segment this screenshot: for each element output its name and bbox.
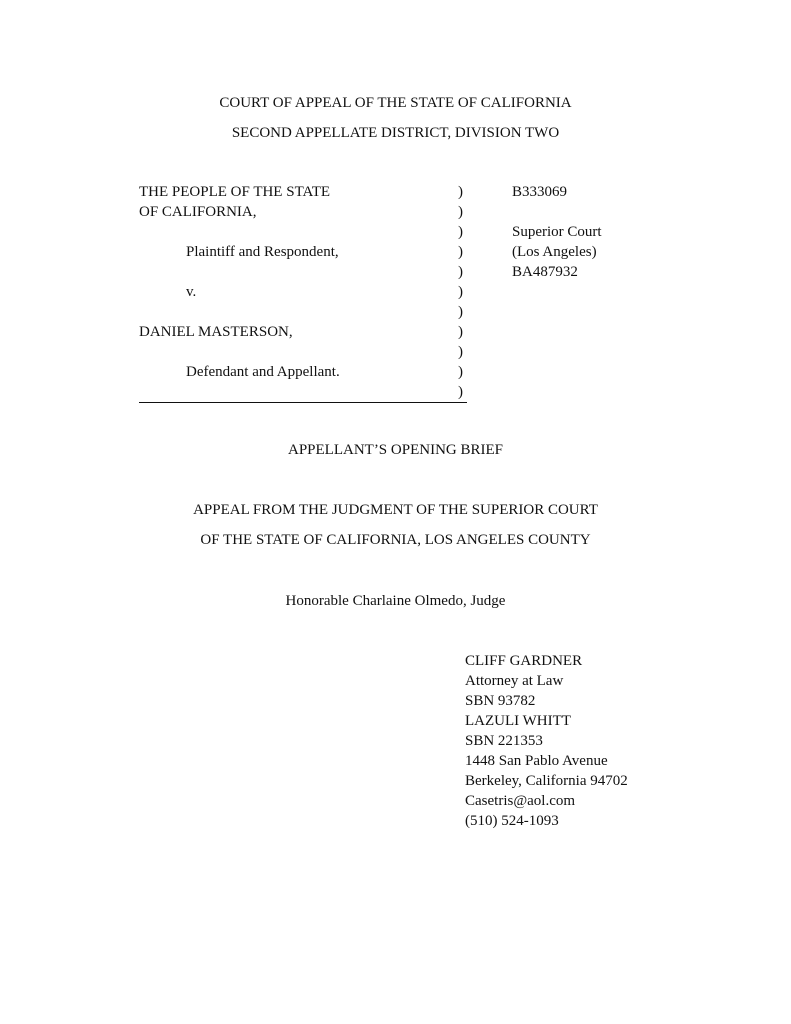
superior-court-line-1: Superior Court xyxy=(512,224,602,240)
caption-paren: ) xyxy=(458,264,463,280)
defendant-name: DANIEL MASTERSON, xyxy=(139,324,293,340)
co-counsel-bar-number: SBN 221353 xyxy=(465,733,543,749)
caption-paren: ) xyxy=(458,364,463,380)
caption-paren: ) xyxy=(458,284,463,300)
caption-paren: ) xyxy=(458,184,463,200)
caption-paren: ) xyxy=(458,344,463,360)
counsel-name: CLIFF GARDNER xyxy=(465,653,583,669)
caption-paren: ) xyxy=(458,324,463,340)
appeal-from-line-2: OF THE STATE OF CALIFORNIA, LOS ANGELES COUNTY xyxy=(200,532,591,548)
judge-name: Honorable Charlaine Olmedo, Judge xyxy=(285,593,506,609)
appeal-from-line-1: APPEAL FROM THE JUDGMENT OF THE SUPERIOR COURT xyxy=(193,502,598,518)
email-address: Casetris@aol.com xyxy=(465,793,576,809)
phone-number: (510) 524-1093 xyxy=(465,813,559,829)
counsel-title: Attorney at Law xyxy=(465,673,564,689)
superior-court-line-2: (Los Angeles) xyxy=(512,244,597,260)
caption-paren: ) xyxy=(458,204,463,220)
plaintiff-role: Plaintiff and Respondent, xyxy=(186,244,339,260)
court-heading-line-1: COURT OF APPEAL OF THE STATE OF CALIFORNIA xyxy=(219,95,572,111)
plaintiff-name-line-1: THE PEOPLE OF THE STATE xyxy=(139,184,331,200)
counsel-block xyxy=(465,651,628,831)
caption-paren: ) xyxy=(458,304,463,320)
caption-paren: ) xyxy=(458,224,463,240)
superior-court-number: BA487932 xyxy=(512,264,578,280)
caption-rule xyxy=(139,402,467,403)
city-state-zip: Berkeley, California 94702 xyxy=(465,773,628,789)
counsel-bar-number: SBN 93782 xyxy=(465,693,536,709)
case-number: B333069 xyxy=(512,184,568,200)
court-heading-line-2: SECOND APPELLATE DISTRICT, DIVISION TWO xyxy=(231,125,560,141)
plaintiff-name-line-2: OF CALIFORNIA, xyxy=(139,204,257,220)
versus: v. xyxy=(186,284,197,300)
brief-title: APPELLANT’S OPENING BRIEF xyxy=(287,442,503,458)
caption-paren: ) xyxy=(458,244,463,260)
street-address: 1448 San Pablo Avenue xyxy=(465,753,608,769)
defendant-role: Defendant and Appellant. xyxy=(186,364,340,380)
co-counsel-name: LAZULI WHITT xyxy=(465,713,571,729)
caption-paren: ) xyxy=(458,384,463,400)
